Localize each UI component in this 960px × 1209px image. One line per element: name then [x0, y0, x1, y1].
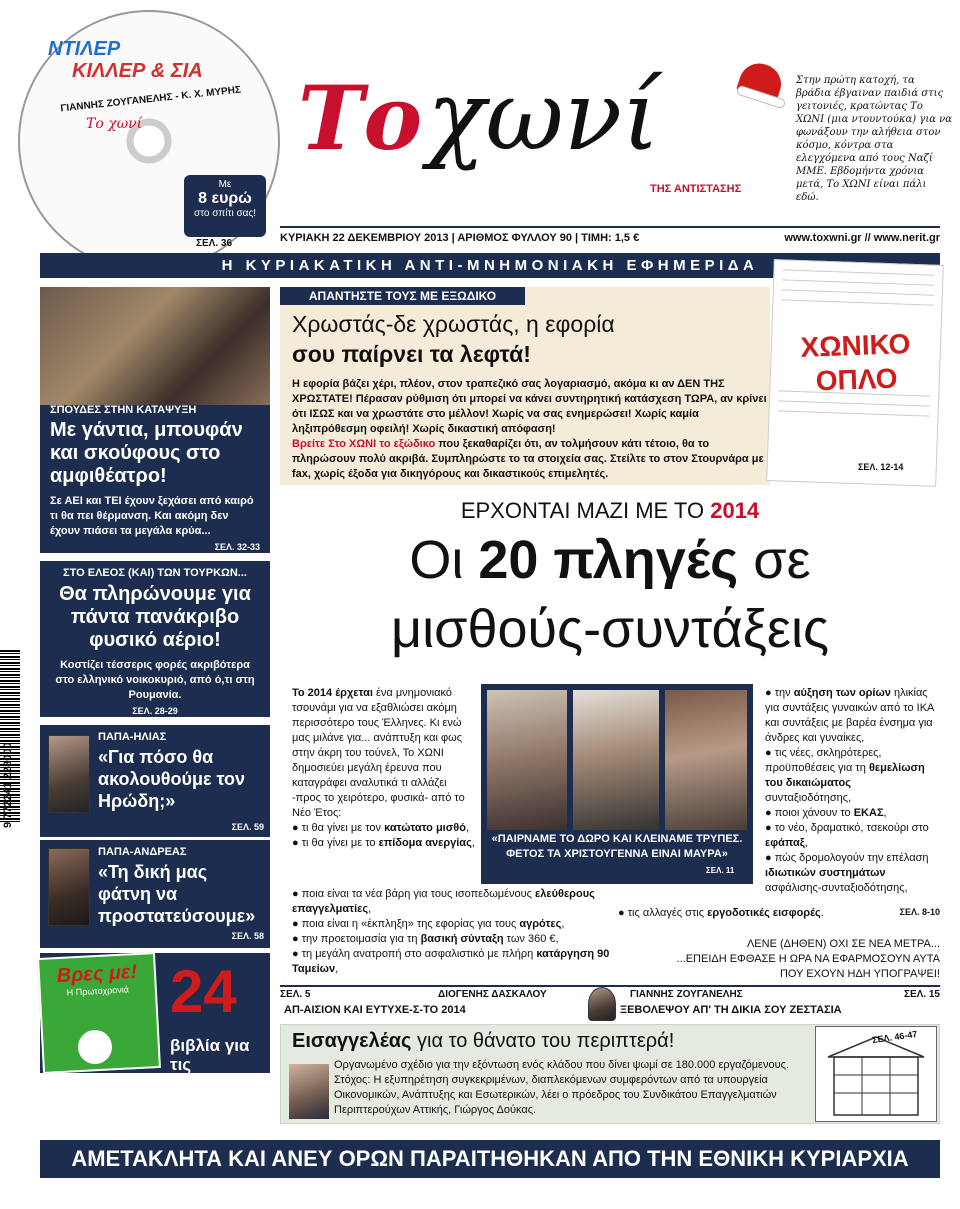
logo-prefix: Το [298, 66, 423, 170]
books-text: βιβλία για τις γιορτές! [170, 1036, 250, 1093]
barcode-number: 9 772241 228000 [2, 742, 14, 828]
left-story-4-content [98, 846, 264, 927]
masthead-logo [298, 60, 660, 172]
cd-badge-price: 8 ευρώ [198, 190, 252, 207]
lead-bullet-2-pre: τι θα γίνει με το [301, 837, 379, 849]
lead-col1-lead: Το 2014 έρχεται [292, 687, 373, 699]
teaser-line1: ΛΕΝΕ (ΔΗΘΕΝ) ΟΧΙ ΣΕ ΝΕΑ ΜΕΤΡΑ... [746, 938, 940, 950]
right-bullet-2-post: συνταξιοδότησης, [765, 792, 852, 804]
lead-pages: ΣΕΛ. 8-10 [899, 907, 940, 917]
cd-logo: Το χωνί [86, 116, 143, 132]
left-story-4-kicker: ΠΑΠΑ-ΑΝΔΡΕΑΣ [98, 846, 187, 858]
right-bullet-1-post: ηλικίας για συντάξεις γυναικών από το ΙΚΑ και συντάξεις με βαρέα ένσημα για άνδρες και γυναίκες, [765, 687, 934, 744]
right-bullet-1-pre: την [774, 687, 794, 699]
left-story-3-content [98, 731, 264, 812]
right-bullet-5-bold: ιδιωτικών συστημάτων [765, 867, 886, 879]
bottom-bullet-3-post: των 360 €, [503, 933, 559, 945]
columnist-photo [588, 987, 616, 1021]
right-bullet-4-pre: το νέο, δραματικό, τσεκούρι στο [774, 822, 929, 834]
bottom-bullet-2-post: , [561, 918, 565, 930]
bottom-bullet-3-bold: βασική σύνταξη [420, 933, 504, 945]
bottom-bullet-4-post: , [335, 963, 339, 975]
right-bullet-4-post: , [804, 837, 808, 849]
left-story-2-kicker: ΣΤΟ ΕΛΕΟΣ (ΚΑΙ) ΤΩΝ ΤΟΥΡΚΩΝ... [63, 567, 247, 579]
right-bullet-5-post: ασφάλισης-συνταξιοδότησης, [765, 882, 908, 894]
left-story-1-kicker: ΣΠΟΥΔΕΣ ΣΤΗΝ ΚΑΤΑΨΥΞΗ [50, 404, 197, 416]
left-story-2-text: Κοστίζει τέσσερις φορές ακριβότερα στο ελληνικό νοικοκυριό, από ό,τι στη Ρουμανία. [55, 659, 255, 701]
left-story-1-headline: Με γάντια, μπουφάν και σκούφους στο αμφιθέατρο! [50, 419, 243, 487]
cd-title-line1: ΝΤΙΛΕΡ [48, 38, 121, 60]
tagline-banner: Η ΚΥΡΙΑΚΑΤΙΚΗ ΑΝΤΙ-ΜΝΗΜΟΝΙΑΚΗ ΕΦΗΜΕΡΙΔΑ [40, 253, 940, 278]
papa-ilias-photo [48, 735, 90, 813]
left-story-2-pages: ΣΕΛ. 28-29 [132, 706, 178, 716]
right-bullet-1-bold: αύξηση των ορίων [793, 687, 891, 699]
kiosk-president-photo [289, 1064, 329, 1119]
cd-pages: ΣΕΛ. 36 [196, 238, 233, 249]
extrajudicial-bar: ΑΠΑΝΤΗΣΤΕ ΤΟΥΣ ΜΕ ΕΞΩΔΙΚΟ [280, 287, 525, 305]
bottom-bullet-1-pre: ποια είναι τα νέα βάρη για τους ισοπεδωμένους [301, 888, 536, 900]
last-bullet-post: . [820, 907, 824, 919]
extrajudicial-headline-line1: Χρωστάς-δε χρωστάς, η εφορία [292, 311, 615, 337]
extrajudicial-headline-line2: σου παίρνει τα λεφτά! [292, 341, 531, 367]
lead-bullet-1-bold: κατώτατο μισθό [384, 822, 466, 834]
bottom-bullet-3-pre: την προετοιμασία για τη [301, 933, 421, 945]
extrajudicial-headline [292, 309, 615, 369]
right-bullet-2-pre: τις νέες, σκληρότερες, προϋποθέσεις για τη [765, 747, 882, 774]
left-story-3-headline: «Για πόσο θα ακολουθούμε τον Ηρώδη;» [98, 747, 246, 811]
teaser-line3: ΠΟΥ ΕΧΟΥΝ ΗΔΗ ΥΠΟΓΡΑΨΕΙ! [779, 968, 940, 980]
bottom-banner[interactable]: ΑΜΕΤΑΚΛΗΤΑ ΚΑΙ ΑΝΕΥ ΟΡΩΝ ΠΑΡΑΙΤΗΘΗΚΑΝ ΑΠΟ ΤΗΝ ΕΘΝΙΚΗ ΚΥΡΙΑΡΧΙΑ [40, 1140, 940, 1178]
lead-overline [280, 498, 940, 524]
right-column-title[interactable]: ΞΕΒΟΛΕΨΟΥ ΑΠ' ΤΗ ΔΙΚΙΑ ΣΟΥ ΖΕΣΤΑΣΙΑ [620, 1004, 842, 1016]
left-story-4-pages: ΣΕΛ. 58 [231, 931, 264, 941]
right-bullet-5-pre: πώς δρομολογούν την επέλαση [774, 852, 929, 864]
cd-badge-line1: Με [218, 179, 232, 190]
books-number: 24 [170, 958, 237, 1025]
lead-col1-text: ένα μνημονιακό τσουνάμι για να εξαθλιώσει ακόμη περισσότερο τους Έλληνες. Κι ενώ μας μιλάνε για... ανάπτυξη και φως στην άκρη του τούνελ, Το ΧΩΝΙ δημοσιεύει μεγάλη έρευνα που καταγράφει αναλυτικά τι αλλάζει -προς το χειρότερο, φυσικά- από το Νέο Έτος: [292, 687, 465, 819]
website-links[interactable]: www.toxwni.gr // www.nerit.gr [784, 232, 940, 244]
lead-bullet-last: ● τις αλλαγές στις εργοδοτικές εισφορές. ΣΕΛ. 8-10 [618, 907, 940, 919]
bottom-bullet-2-pre: ποια είναι η «έκπληξη» της εφορίας για τους [301, 918, 520, 930]
kiosk-headline [292, 1030, 674, 1053]
lead-bullet-1-pre: τι θα γίνει με τον [301, 822, 385, 834]
lead-headline-line1 [280, 530, 940, 590]
pensioner-photo-1 [487, 690, 567, 830]
left-column-author: ΔΙΟΓΕΝΗΣ ΔΑΣΚΑΛΟΥ [438, 989, 547, 1000]
lecture-hall-photo [40, 287, 270, 405]
issue-info: ΚΥΡΙΑΚΗ 22 ΔΕΚΕΜΒΡΙΟΥ 2013 | ΑΡΙΘΜΟΣ ΦΥΛΛΟΥ 90 | ΤΙΜΗ: 1,5 € [280, 232, 640, 244]
teaser-line2: ...ΕΠΕΙΔΗ ΕΦΘΑΣΕ Η ΩΡΑ ΝΑ ΕΦΑΡΜΟΣΟΥΝ ΑΥΤΑ [676, 953, 940, 965]
bottom-bullet-4-pre: τη μεγάλη ανατροπή στο ασφαλιστικό με πλήρη [301, 948, 537, 960]
extrajudicial-text-2-bold: Βρείτε Στο ΧΩΝΙ το εξώδικο [292, 438, 436, 450]
lead-overline-year: 2014 [710, 498, 760, 523]
lead-bullet-2-post: , [471, 837, 475, 849]
right-bullet-3-pre: ποιοι χάνουν το [774, 807, 854, 819]
photo-pages: ΣΕΛ. 11 [706, 866, 735, 875]
teaser-block[interactable] [560, 937, 940, 982]
last-bullet-bold: εργοδοτικές εισφορές [707, 907, 821, 919]
last-bullet-pre: τις αλλαγές στις [627, 907, 708, 919]
columns-divider [280, 985, 940, 987]
kiosk-headline-bold: Εισαγγελέας [292, 1030, 412, 1052]
lead-bullets-bottom: ● ποια είναι τα νέα βάρη για τους ισοπεδωμένους ελεύθερους επαγγελματίες, ● ποια είναι η «έκπληξη» της εφορίας για τους αγρότες, ● την προετοιμασία για τη βασική σύνταξη των 360 €, ● τη μεγάλη ανατροπή στο ασφαλιστικό με πλήρη κατάργηση 90 Ταμείων, [292, 888, 610, 975]
right-bullet-3-bold: ΕΚΑΣ [853, 807, 884, 819]
lead-column-3: ● την αύξηση των ορίων ηλικίας για συντάξεις γυναικών από το ΙΚΑ και συντάξεις με βαρέα ένσημα για άνδρες και γυναίκες, ● τις νέες, σκληρότερες, προϋποθέσεις για τη θεμελίωση του δικαιώματος συνταξιοδότησης, ● ποιοι χάνουν το ΕΚΑΣ, ● το νέο, δραματικό, τσεκούρι στο εφάπαξ, ● πώς δρομολογούν την επέλαση ιδιωτικών συστημάτων ασφάλισης-συνταξιοδότησης, [765, 687, 934, 894]
right-bullet-3-post: , [883, 807, 887, 819]
left-story-1-pages: ΣΕΛ. 32-33 [214, 542, 260, 552]
lead-overline-prefix: ΕΡΧΟΝΤΑΙ ΜΑΖΙ ΜΕ ΤΟ [460, 498, 705, 523]
extrajudicial-pages: ΣΕΛ. 12-14 [858, 462, 904, 472]
cd-price-badge [184, 175, 266, 237]
logo-main: χωνί [427, 60, 660, 172]
lead-column-1: Το 2014 έρχεται ένα μνημονιακό τσουνάμι για να εξαθλιώσει ακόμη περισσότερο τους Έλληνες. Κι ενώ μας μιλάνε για... ανάπτυξη και φως στην άκρη του τούνελ, Το ΧΩΝΙ δημοσιεύει μεγάλη έρευνα που καταγράφει αναλυτικά τι αλλάζει -προς το χειρότερο, φυσικά- από το Νέο Έτος: ● τι θα γίνει με τον κατώτατο μισθό, ● τι θα γίνει με το επίδομα ανεργίας, [292, 687, 475, 849]
papa-andreas-photo [48, 848, 90, 926]
left-story-1-text: Σε ΑΕΙ και ΤΕΙ έχουν ξεχάσει από καιρό τι θα πει θέρμανση. Και ακόμη δεν έχουν πιάσει τα μεγάλα κρύα... [50, 495, 254, 537]
kiosk-text: Οργανωμένο σχέδιο για την εξόντωση ενός κλάδου που δίνει ψωμί σε 180.000 εργαζόμενους. Στόχος: Η εξυπηρέτηση συγκεκριμένων, διαπλεκόμενων συμφερόντων από τα υπουργεία Οικονομικών, Ανάπτυξης και Εσωτερικών, λέει ο πρόεδρος του Συνδικάτου Επαγγελματιών Περιπτερούχων Αττικής, Γιώργος Δούκας. [334, 1059, 789, 1116]
book-cover-title: Βρες με! [56, 960, 138, 988]
cd-badge-line3: στο σπίτι σας! [193, 208, 257, 219]
cd-authors: ΓΙΑΝΝΗΣ ΖΟΥΓΑΝΕΛΗΣ - Κ. Χ. ΜΥΡΗΣ [59, 84, 242, 115]
kiosk-headline-rest: για το θάνατο του περιπτερά! [411, 1030, 675, 1052]
masthead-rule [280, 226, 940, 228]
lead-headline-c: σε [753, 530, 811, 590]
right-column-pages: ΣΕΛ. 15 [903, 989, 940, 1000]
extrajudicial-body [292, 377, 770, 482]
left-story-1-content [40, 404, 270, 552]
extrajudicial-text-2: που ξεκαθαρίζει ότι, αν τολμήσουν κάτι τέτοιο, θα το πληρώσουν πολύ ακριβά. Συμπληρώστε το τα στοιχεία σας. Στείλτε το στον Στουρνάρα με fax, χωρίς έξοδα για δικηγόρους και δικαστικούς επιμελητές. [292, 438, 764, 480]
left-story-3-pages: ΣΕΛ. 59 [231, 822, 264, 832]
bottom-bullet-2-bold: αγρότες [519, 918, 562, 930]
pensioner-photo-3 [665, 690, 747, 830]
lead-headline-a: Οι [409, 530, 464, 590]
right-column-author: ΓΙΑΝΝΗΣ ΖΟΥΓΑΝΕΛΗΣ [630, 989, 743, 1000]
lead-bullet-2-bold: επίδομα ανεργίας [378, 837, 472, 849]
left-story-4-headline: «Τη δική μας φάτνη να προστατεύσουμε» [98, 862, 256, 926]
masthead-intro: Στην πρώτη κατοχή, τα βράδια έβγαιναν παιδιά στις γειτονιές, κρατώντας Το ΧΩΝΙ (μια ντουντούκα) για να φωνάξουν την αλήθεια στον κόσμο, κόντρα στα ελεγχόμενα από τους Ναζί ΜΜΕ. Εβδομήντα χρόνια μετά, Το ΧΩΝΙ είναι πάλι εδώ. [796, 75, 953, 203]
lead-headline-b: 20 πληγές [478, 530, 739, 590]
extrajudicial-text-1: Η εφορία βάζει χέρι, πλέον, στον τραπεζικό σας λογαριασμό, ακόμα κι αν ΔΕΝ ΤΗΣ ΧΡΩΣΤΑΤΕ! Πέρασαν ρύθμιση ότι μπορεί να κάνει συντηρητική κατάσχεση ΤΩΡΑ, αν κρίνει ότι ΙΣΩΣ και να χρωστάτε στο μέλλον! Χωρίς να σας ενημερώσει! Χωρίς καμία ληξιπρόθεσμη οφειλή! Χωρίς δικαστική απόφαση! [292, 378, 767, 435]
snowman-icon [78, 1030, 112, 1064]
left-story-2[interactable] [40, 561, 270, 717]
left-story-3-kicker: ΠΑΠΑ-ΗΛΙΑΣ [98, 731, 167, 743]
books-pages: ΣΕΛ. 48-51 [170, 1108, 216, 1118]
bottom-bullet-1-bold: ελεύθερους επαγγελματίες [292, 888, 595, 915]
lead-headline-line2: μισθούς-συντάξεις [391, 599, 829, 659]
pensioner-photo-2 [573, 690, 659, 830]
photo-caption: «ΠΑΙΡΝΑΜΕ ΤΟ ΔΩΡΟ ΚΑΙ ΚΛΕΙΝΑΜΕ ΤΡΥΠΕΣ. ΦΕΤΟΣ ΤΑ ΧΡΙΣΤΟΥΓΕΝΝΑ ΕΙΝΑΙ ΜΑΥΡΑ» [491, 833, 743, 860]
masthead-subtitle: ΤΗΣ ΑΝΤΙΣΤΑΣΗΣ [650, 183, 742, 195]
left-column-title[interactable]: ΑΠ-ΑΙΣΙΟΝ ΚΑΙ ΕΥΤΥΧΕ-Σ-ΤΟ 2014 [284, 1004, 466, 1016]
book-cover-subtitle: Η Πρωτοχρονιά [66, 984, 130, 998]
left-story-2-headline: Θα πληρώνουμε για πάντα πανάκριβο φυσικό αέριο! [59, 583, 251, 651]
lead-bullet-1-post: , [465, 822, 469, 834]
right-bullet-4-bold: εφάπαξ [765, 837, 805, 849]
xoniko-oplo-stamp: ΧΩΝΙΚΟ ΟΠΛΟ [799, 328, 911, 397]
cd-title-line2: ΚΙΛΛΕΡ & ΣΙΑ [72, 60, 203, 82]
bottom-bullet-1-post: , [368, 903, 372, 915]
right-bullet-2-bold: θεμελίωση του δικαιώματος [765, 762, 925, 789]
kiosk-pages: ΣΕΛ. 46-47 [871, 1028, 918, 1046]
bottom-bullet-4-bold: κατάργηση 90 Ταμείων [292, 948, 610, 975]
issue-info-bar [280, 232, 940, 244]
left-column-pages: ΣΕΛ. 5 [280, 989, 311, 1000]
